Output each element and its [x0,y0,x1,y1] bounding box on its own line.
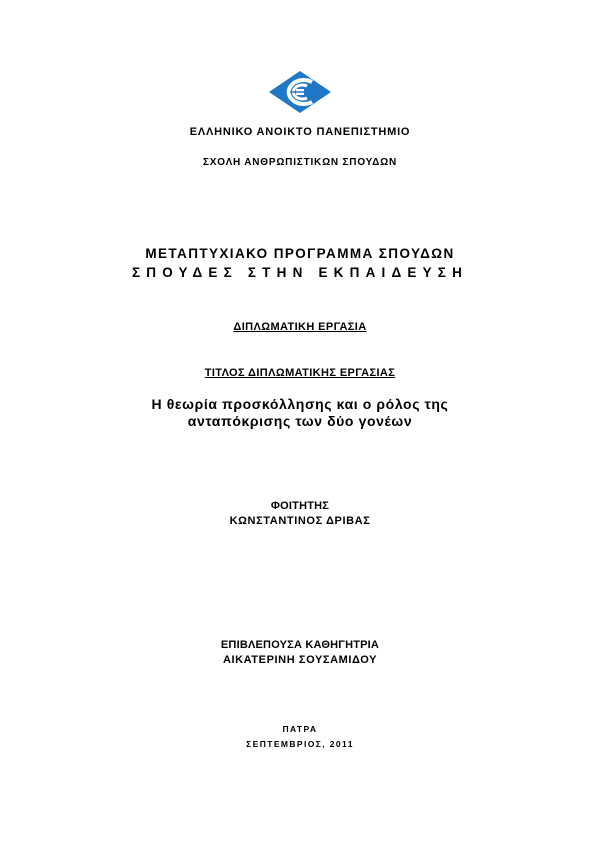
student-label: ΦΟΙΤΗΤΗΣ [270,500,330,512]
thesis-title-line2: ανταπόκρισης των δύο γονέων [187,413,413,429]
supervisor-label: ΕΠΙΒΛΕΠΟΥΣΑ ΚΑΘΗΓΗΤΡΙΑ [220,639,380,651]
place: ΠΑΤΡΑ [282,724,318,734]
date: ΣΕΠΤΕΜΒΡΙΟΣ, 2011 [246,739,354,749]
program-title-line1: ΜΕΤΑΠΤΥΧΙΑΚΟ ΠΡΟΓΡΑΜΜΑ ΣΠΟΥΔΩΝ [145,246,455,261]
thesis-title-line1: Η θεωρία προσκόλλησης και ο ρόλος της [151,396,449,412]
university-name: ΕΛΛΗΝΙΚΟ ΑΝΟΙΚΤΟ ΠΑΝΕΠΙΣΤΗΜΙΟ [189,126,411,138]
student-name: ΚΩΝΣΤΑΝΤΙΝΟΣ ΔΡΙΒΑΣ [229,515,371,527]
thesis-label: ΔΙΠΛΩΜΑΤΙΚΗ ΕΡΓΑΣΙΑ [233,321,367,333]
supervisor-name: ΑΙΚΑΤΕΡΙΝΗ ΣΟΥΣΑΜΙΔΟΥ [222,654,378,666]
program-title-line2: ΣΠΟΥΔΕΣ ΣΤΗΝ ΕΚΠΑΙΔΕΥΣΗ [131,265,469,280]
school-name: ΣΧΟΛΗ ΑΝΘΡΩΠΙΣΤΙΚΩΝ ΣΠΟΥΔΩΝ [202,157,398,168]
thesis-title-label: ΤΙΤΛΟΣ ΔΙΠΛΩΜΑΤΙΚΗΣ ΕΡΓΑΣΙΑΣ [204,367,396,379]
university-logo-icon [268,70,332,114]
